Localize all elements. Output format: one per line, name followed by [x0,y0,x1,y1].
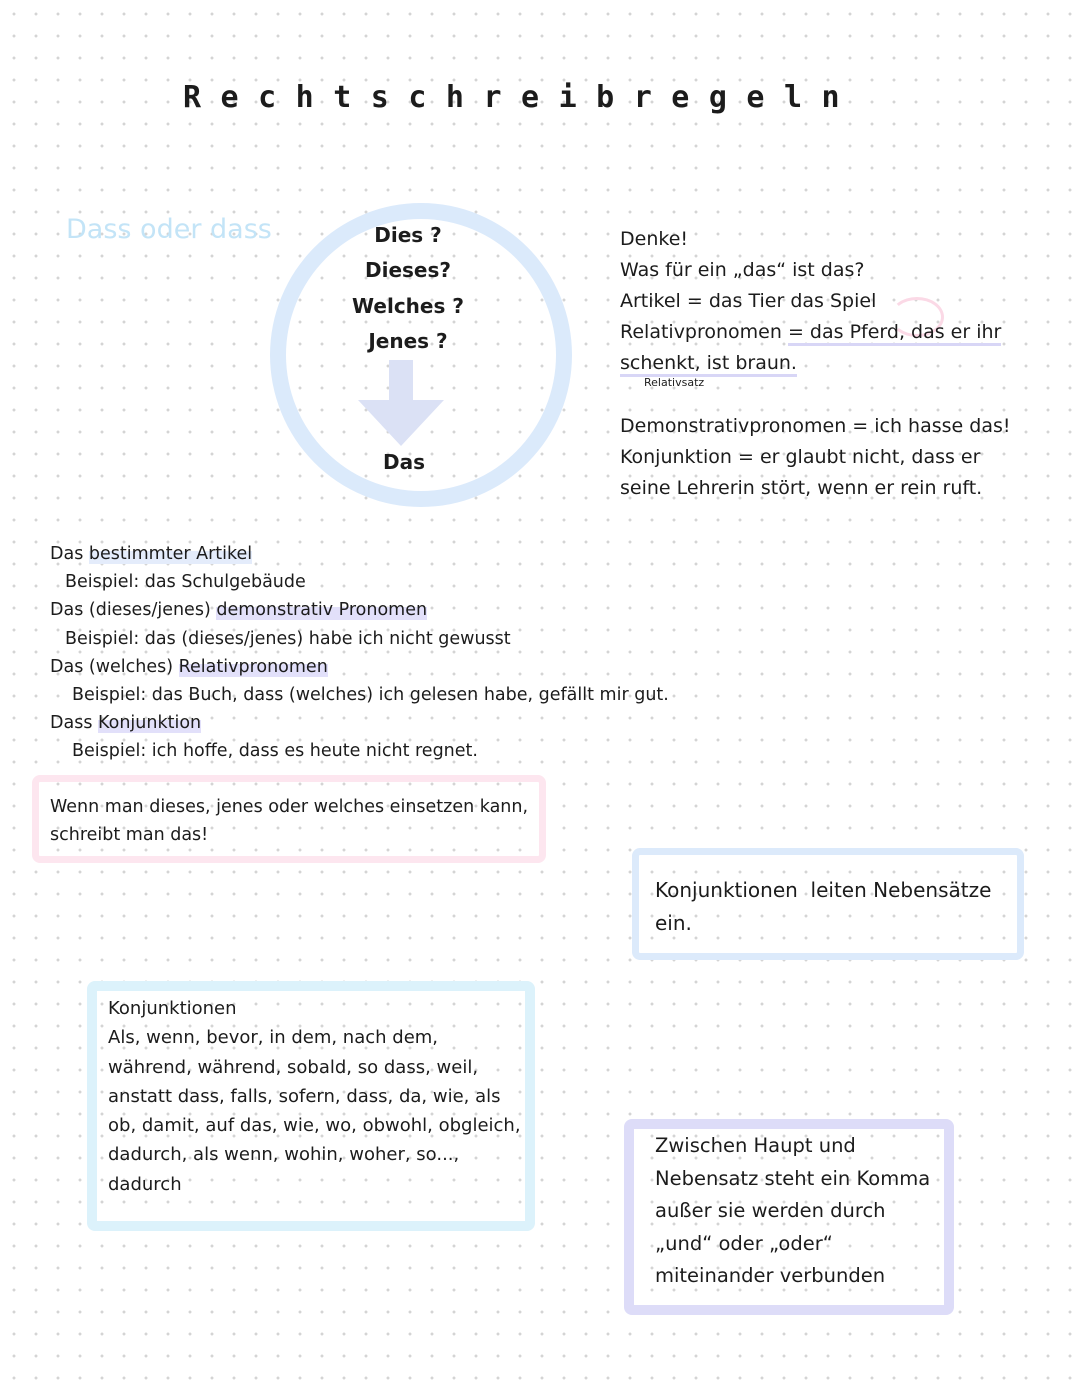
blue-note-text: Konjunktionen leiten Nebensätze ein. [655,878,998,935]
rule-row [50,709,669,737]
rule-prefix: Das (welches) [50,656,174,677]
relativ-example-2: schenkt, ist braun. [620,352,797,377]
komma-rule-text [655,1130,945,1293]
rule-row [50,653,669,681]
relativ-example-1: = das Pferd, das er ihr [788,321,1001,346]
page-title: Rechtschreibregeln [183,80,860,115]
circle-word-jenes: Jenes ? [368,329,448,353]
pink-note-line: schreibt man das! [50,825,209,845]
konjunktionen-line: Als, wenn, bevor, in dem, nach dem, [108,1027,439,1049]
rule-example: Beispiel: das Schulgebäude [65,572,306,593]
rule-term: Relativpronomen [178,656,328,677]
konjunktionen-line: während, während, sobald, so dass, weil, [108,1056,479,1078]
rule-prefix: Das [50,544,84,564]
komma-rule-line: „und“ oder „oder“ [655,1231,833,1255]
konjunktionen-heading: Konjunktionen [108,998,237,1019]
rules-list [50,540,669,766]
komma-rule-line: außer sie werden durch [655,1199,886,1222]
konjunktionen-text [108,994,528,1199]
arrow-head-icon [358,400,444,446]
rule-row [50,596,669,624]
rule-prefix: Das (dieses/jenes) [50,600,211,621]
denke-relativ-cont [620,348,797,379]
pink-note-text [50,793,528,849]
komma-rule-line: miteinander verbunden [655,1264,886,1287]
konjunktionen-line: ob, damit, auf das, wie, wo, obwohl, obgleich, [108,1115,521,1137]
konjunktionen-line: anstatt dass, falls, sofern, dass, da, wie, als [108,1085,501,1107]
arrow-down-icon [389,360,413,404]
denke-question: Was für ein „das“ ist das? [620,259,865,281]
circle-word-dieses: Dieses? [365,258,451,282]
relativ-label: Relativpronomen [620,321,782,343]
rule-example: Beispiel: ich hoffe, dass es heute nicht regnet. [72,741,478,762]
relativsatz-note: Relativsatz [644,376,705,389]
rule-row [50,540,669,568]
denke-heading: Denke! [620,228,688,250]
komma-rule-line: Nebensatz steht ein Komma [655,1166,931,1190]
denke-artikel [620,286,876,317]
rule-example: Beispiel: das (dieses/jenes) habe ich nicht gewusst [65,628,511,649]
konjunktionen-line: dadurch [108,1173,182,1195]
circle-result: Das [382,450,425,474]
pink-note-line: Wenn man dieses, jenes oder welches einsetzen kann, [50,797,529,817]
artikel-label: Artikel [620,290,681,312]
rule-prefix: Dass [50,713,93,734]
komma-rule-line: Zwischen Haupt und [655,1134,856,1157]
denke-demonstrativ: Demonstrativpronomen = ich hasse das! [620,415,1011,437]
rule-term: bestimmter Artikel [88,544,253,564]
subtitle: Dass oder dass [66,214,272,245]
denke-konjunktion-1: Konjunktion = er glaubt nicht, dass er [620,446,981,468]
rule-example: Beispiel: das Buch, dass (welches) ich gelesen habe, gefällt mir gut. [72,685,669,706]
artikel-example: = das Tier das Spiel [686,290,877,312]
circle-word-welches: Welches ? [352,294,464,318]
rule-term: demonstrativ Pronomen [216,600,428,621]
denke-relativ [620,317,1001,348]
circle-word-dies: Dies ? [374,223,442,247]
konjunktionen-line: dadurch, als wenn, wohin, woher, so..., [108,1144,460,1166]
denke-konjunktion-2: seine Lehrerin stört, wenn er rein ruft. [620,477,983,499]
rule-term: Konjunktion [98,713,202,734]
